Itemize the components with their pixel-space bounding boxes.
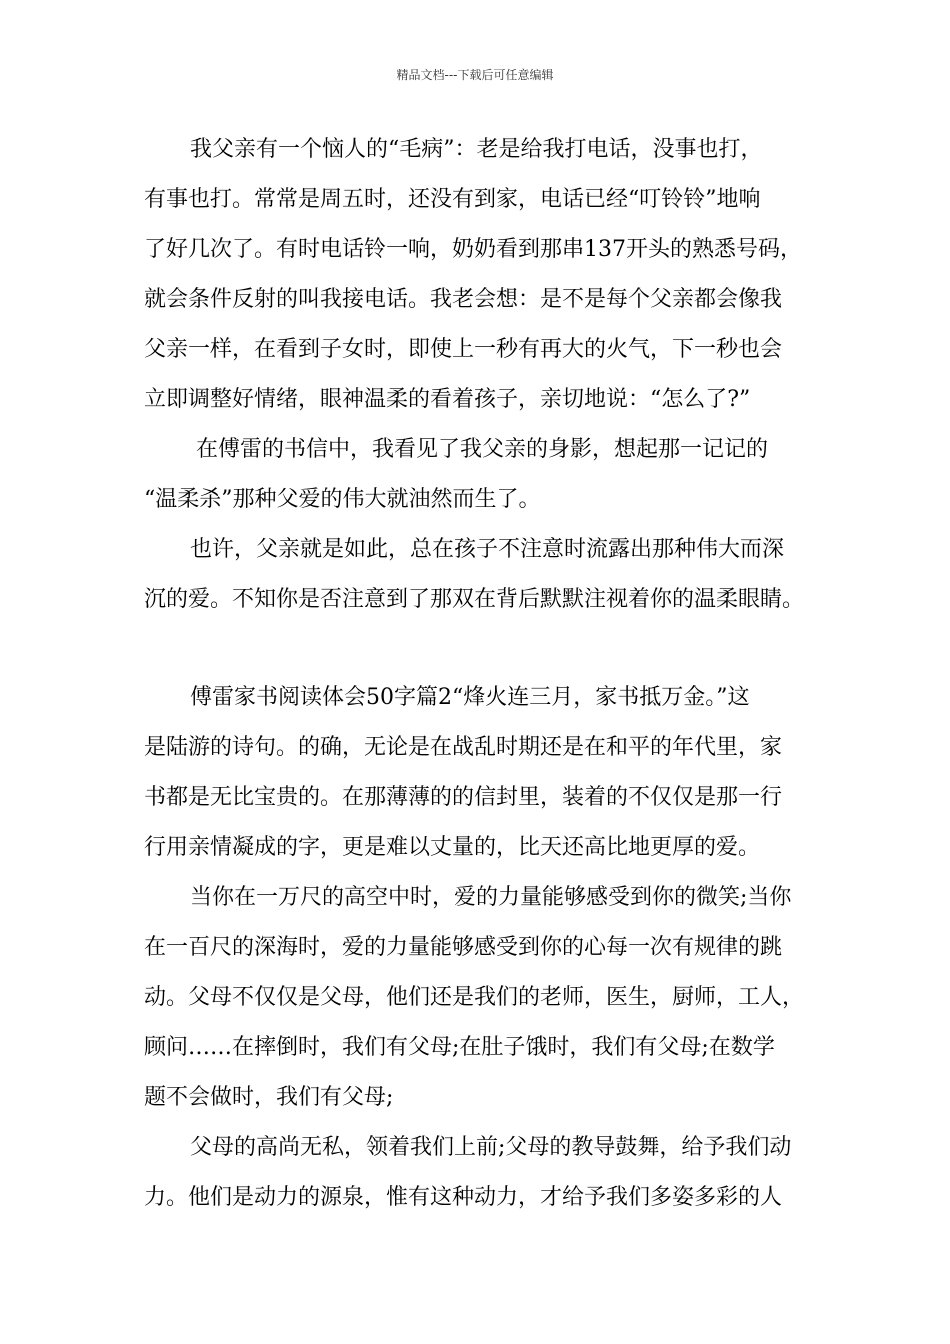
text-line: 当你在一万尺的高空中时，爱的力量能够感受到你的微笑;当你 bbox=[190, 885, 792, 910]
page-header: 精品文档---下载后可任意编辑 bbox=[396, 68, 554, 82]
text-line: 就会条件反射的叫我接电话。我老会想：是不是每个父亲都会像我 bbox=[144, 287, 783, 312]
text-line: 在一百尺的深海时，爱的力量能够感受到你的心每一次有规律的跳 bbox=[144, 935, 783, 960]
text-line: 是陆游的诗句。的确，无论是在战乱时期还是在和平的年代里，家 bbox=[144, 735, 783, 760]
text-line: 有事也打。常常是周五时，还没有到家，电话已经“叮铃铃”地响 bbox=[144, 187, 761, 212]
text-line: 题不会做时，我们有父母; bbox=[144, 1085, 394, 1110]
text-line: 我父亲有一个恼人的“毛病”：老是给我打电话，没事也打， bbox=[190, 137, 763, 162]
text-line: 行用亲情凝成的字，更是难以丈量的，比天还高比地更厚的爱。 bbox=[144, 835, 761, 860]
text-line: 书都是无比宝贵的。在那薄薄的的信封里，装着的不仅仅是那一行 bbox=[144, 785, 783, 810]
text-line: 顾问……在摔倒时，我们有父母;在肚子饿时，我们有父母;在数学 bbox=[144, 1035, 775, 1060]
text-line: 父亲一样，在看到子女时，即使上一秒有再大的火气，下一秒也会 bbox=[144, 337, 783, 362]
text-line: 沉的爱。不知你是否注意到了那双在背后默默注视着你的温柔眼睛。 bbox=[144, 587, 805, 612]
text-line: 动。父母不仅仅是父母，他们还是我们的老师，医生，厨师，工人， bbox=[144, 985, 805, 1010]
text-line: 了好几次了。有时电话铃一响，奶奶看到那串137开头的熟悉号码， bbox=[144, 237, 802, 262]
text-line: 力。他们是动力的源泉，惟有这种动力，才给予我们多姿多彩的人 bbox=[144, 1185, 783, 1210]
text-line: 也许，父亲就是如此，总在孩子不注意时流露出那种伟大而深 bbox=[190, 537, 785, 562]
text-line: 父母的高尚无私，领着我们上前;父母的教导鼓舞，给予我们动 bbox=[190, 1135, 792, 1160]
text-line: 傅雷家书阅读体会50字篇2“烽火连三月，家书抵万金。”这 bbox=[190, 685, 750, 710]
text-line: “温柔杀”那种父爱的伟大就油然而生了。 bbox=[144, 487, 541, 512]
text-line: 在傅雷的书信中，我看见了我父亲的身影，想起那一记记的 bbox=[196, 437, 769, 462]
text-line: 立即调整好情绪，眼神温柔的看着孩子，亲切地说：“怎么了?” bbox=[144, 387, 751, 412]
